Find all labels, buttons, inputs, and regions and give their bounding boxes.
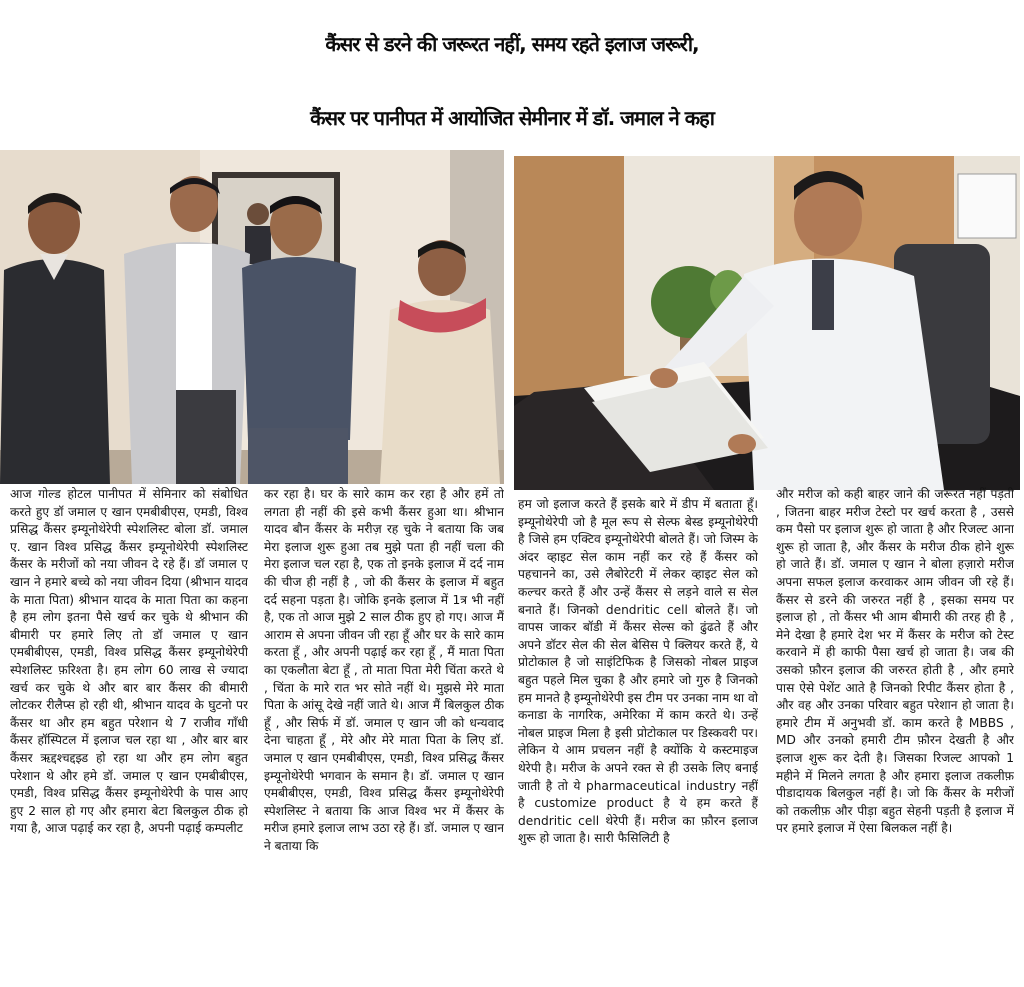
article-column-2 [264, 486, 504, 985]
column-text: हम जो इलाज करते हैं इसके बारे में डीप में बताता हूँ। इम्यूनोथेरेपी जो है मूल रूप से सेल्फ बेस्ड इम्यूनोथेरेपी है जिसे हम एक्टिव इम्यूनोथेरेपी बोलते हैं। जो जिस्म के अंदर व्हाइट सेल काम नहीं कर रहे हैं कैंसर को पहचानने का, उसे लैबोरेटरी में लेकर व्हाइट सेल को कल्चर करते हैं और उन्हें कैंसर से लड़ने वाले स सेल बनाते हैं। जिनको dendritic cell बोलते हैं। जो वापस जाकर बॉडी में कैंसर सेल्स को ढुंढते हैं और अपने डॉटर सेल की सेल बेसिस पे क्लियर करते हैं, ये प्रोटोकाल है जो साइंटिफिक है जिसको नोबल प्राइज बहुत पहले मिल चुका है और हमारे जो गुरु है जिनको हम मानते है इम्यूनोथेरेपी इस टीम पर उनका नाम था वो कनाडा के नागरिक, अमेरिका में काम करते थे। उन्हें नोबल प्राइज मिला है इसी प्रोटोकाल पर डिस्कवरी पर। लेकिन ये आम प्रचलन नहीं है क्योंकि ये कस्टमाइज थेरेपी है। मरीज के अपने रक्त से ही उसके लिए बनाई जाती है तो ये pharmaceutical industry नहीं है customize product है ये हम करते हैं dendritic cell थेरेपी हैं। मरीज का फ़ौरन इलाज शुरू हो जाता है। सारी फैसिलिटी है [518, 497, 758, 846]
column-text: कर रहा है। घर के सारे काम कर रहा है और हमें तो लगता ही नहीं की इसे कभी कैंसर हुआ था। श्रीभान यादव बौन कैंसर के मरीज़ रह चुके ने बताया कि जब मेरा इलाज शुरू हुआ तब मुझे पता ही नहीं चला की मेरा इलाज चल रहा है, एक तो इनके इलाज में दर्द नाम की चीज ही नहीं है , जो की कैंसर के इलाज में बहुत दर्द सहना पड़ता है। जोकि इनके इलाज में 1त्र भी नहीं है, एक तो आज मुझे 2 साल ठीक हुए हो गए। आज मैं आराम से अपना जीवन जी रहा हूँ और घर के सारे काम करता हूँ , और अपनी पढ़ाई कर रहा हूँ , मैं माता पिता का एकलौता बेटा हूँ , तो माता पिता मेरी चिंता करते थे , चिंता के मारे रात भर सोते नहीं थे। मुझसे मेरे माता पिता के आंसू देखे नहीं जाते थे। आज मैं बिलकुल ठीक हूँ , और सिर्फ में डॉ. जमाल ए खान जी को धन्यवाद देना चाहता हूँ , मेरे और मेरे माता पिता के लिए डॉ. जमाल ए खान एमबीबीएस, एमडी, विश्व प्रसिद्ध कैंसर इम्यूनोथेरेपी भगवान के समान है। डॉ. जमाल ए खान एमबीबीएस, एमडी, विश्व प्रसिद्ध कैंसर इम्यूनोथेरेपी स्पेशलिस्ट ने बताया कि आज विश्व भर में कैंसर के मरीज हमारे इलाज लाभ उठा रहे हैं। डॉ. जमाल ए खान ने बताया कि [264, 487, 504, 853]
article-column-3 [518, 496, 758, 985]
headline-line-2: कैंसर पर पानीपत में आयोजित सेमीनार में डॉ. जमाल ने कहा [310, 106, 714, 130]
doctor-photo-illustration [514, 156, 1020, 490]
doctor-photo [514, 156, 1020, 490]
article-column-4 [776, 486, 1014, 985]
headline-line-1: कैंसर से डरने की जरूरत नहीं, समय रहते इलाज जरूरी, [325, 32, 699, 56]
column-text: आज गोल्ड होटल पानीपत में सेमिनार को संबोधित करते हुए डॉ जमाल ए खान एमबीबीएस, एमडी, विश्व प्रसिद्ध कैंसर इम्यूनोथेरेपी स्पेशलिस्ट बोला डॉ. जमाल ए. खान विश्व प्रसिद्ध कैंसर इम्यूनोथेरेपी स्पेशलिस्ट कैंसर के मरीजों को नया जीवन दे रहे हैं। डॉ जमाल ए खान ने हमारे बच्चे को नया जीवन दिया (श्रीभान यादव के माता पिता) श्रीभान यादव के माता पिता का कहना है हम लोग इतना पैसे खर्च कर चुके थे श्रीभान की बीमारी पर हमारे लिए तो डॉ जमाल ए खान एमबीबीएस, एमडी, विश्व प्रसिद्ध कैंसर इम्यूनोथेरेपी स्पेशलिस्ट फ़रिश्ता है। हम लोग 60 लाख से ज्यादा खर्च कर चुके थे और बार बार कैंसर की बीमारी लोटकर रीलैप्स हो रही थी, श्रीभान यादव के घुटनो पर कैंसर था और हम बहुत परेशान थे 7 राजीव गाँधी कैंसर हॉस्पिटल में इलाज चल रहा था , और बार बार कैंसर ऋद्दश्चद्दझ्ड हो रहा था और हम लोग बहुत परेशान थे और हमे डॉ. जमाल ए खान एमबीबीएस, एमडी, विश्व प्रसिद्ध कैंसर इम्यूनोथेरेपी के पास आए हुए 2 साल हो गए और हमारा बेटा बिलकुल ठीक हो गया है, आज पढ़ाई कर रहा है, अपनी पढ़ाई कम्पलीट [10, 487, 248, 836]
group-photo-illustration [0, 150, 504, 484]
article-column-1 [10, 486, 248, 985]
group-photo [0, 150, 504, 484]
column-text: और मरीज को कही बाहर जाने की जरूरत नहीं पड़ती , जितना बाहर मरीज टेस्टो पर खर्च करता है , उससे कम पैसो पर इलाज शुरू हो जाता है और रिजल्ट आना शुरू हो जाता है, और कैंसर के मरीज ठीक होने शुरू हो जाते हैं। डॉ. जमाल ए खान ने बोला हज़ारो मरीज अपना सफल इलाज करवाकर आम जीवन जी रहे हैं। कैंसर से डरने की जरुरत नहीं है , इसका समय पर इलाज हो , तो कैंसर भी आम बीमारी की तरह ही है , मेने देखा है हमारे देश भर में कैंसर के मरीज को टेस्ट करवाने में ही काफी पैसा खर्च हो जाता है। जब की उसको फ़ौरन इलाज की जरुरत होती है , और हमारे पास ऐसे पेशेंट आते है जिनको रिपीट कैंसर होता है , और वह और उनका परिवार बहुत परेशान हो जाता है। हमारे टीम में अनुभवी डॉ. काम करते है MBBS , MD और उनको हमारी टीम फ़ौरन देखती है और इलाज शुरू कर देती है। जिसका रिजल्ट आपको 1 महीने में मिलने लगता है और हमारा इलाज तकलीफ़ पीडादायक बिलकुल नहीं है। जो कि कैंसर के मरीजों को तकलीफ़ और पीड़ा बहुत सेहनी पड़ती है इलाज में पर हमारे इलाज में ऐसा बिलकल नहीं है। [776, 487, 1014, 836]
